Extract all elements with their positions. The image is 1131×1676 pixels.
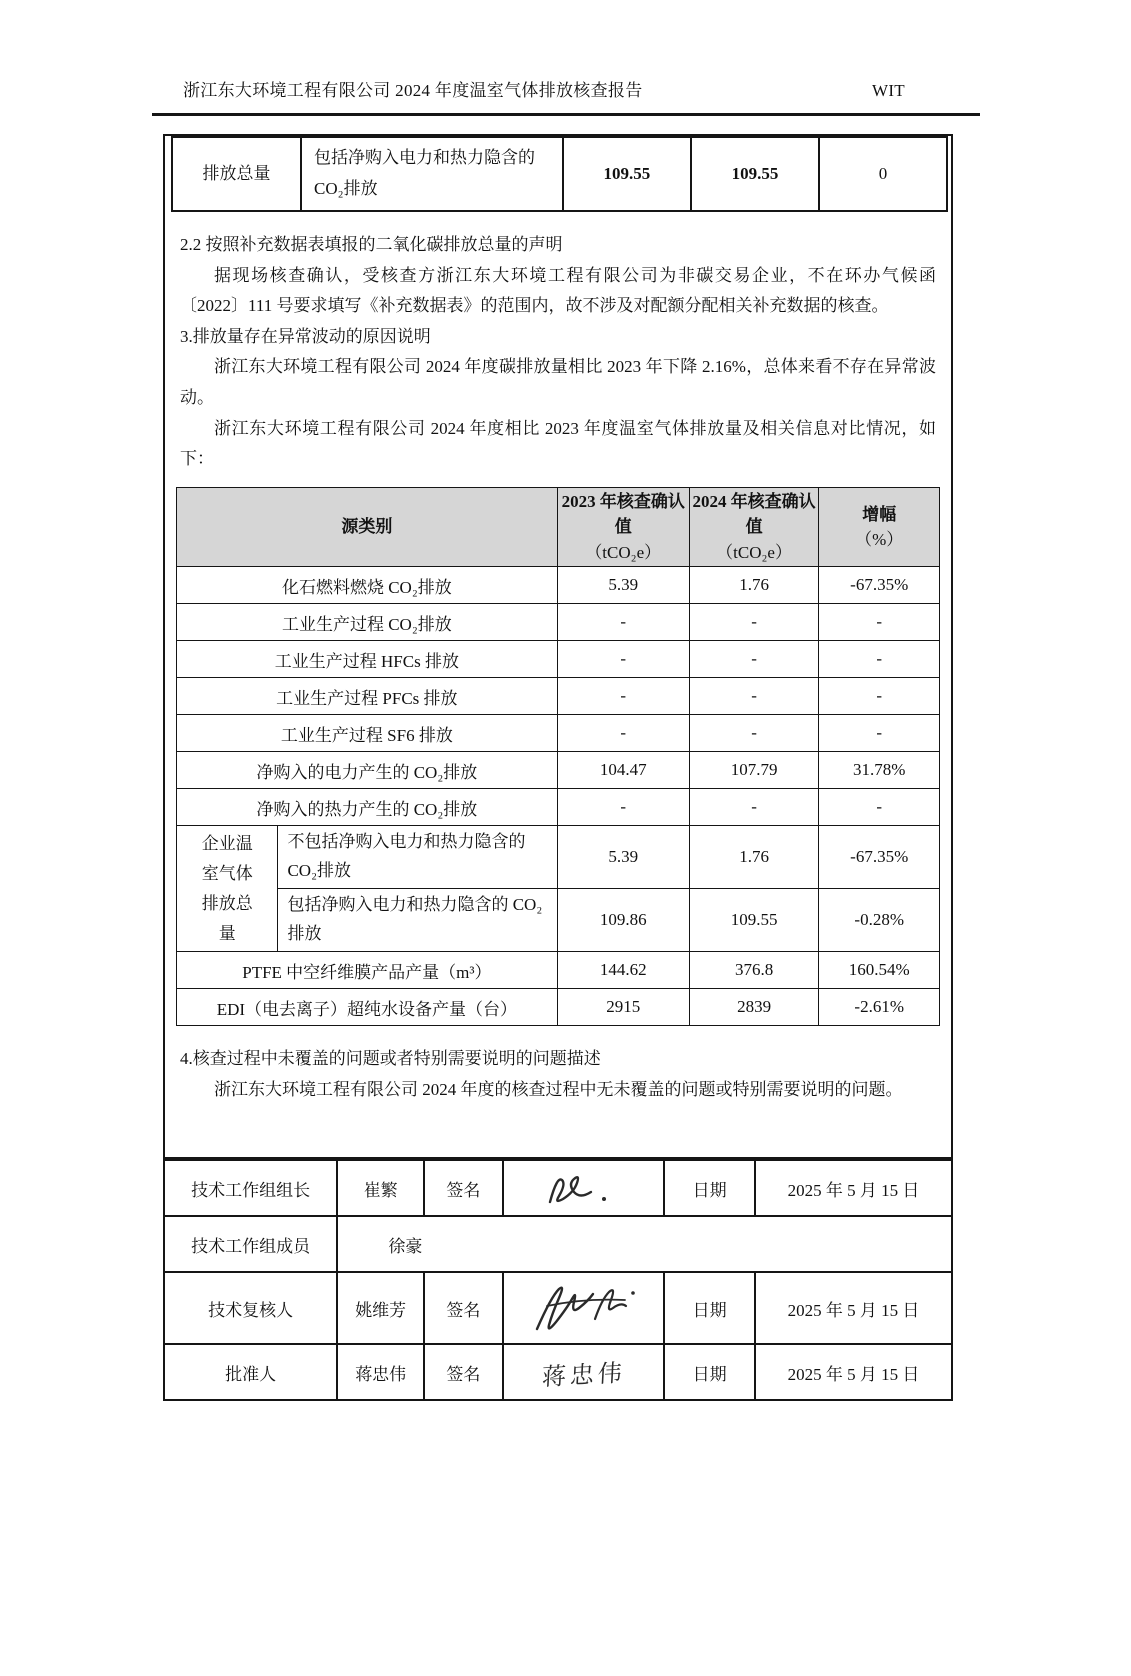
sign-label: 签名 (424, 1159, 503, 1216)
report-body-frame (163, 134, 953, 1157)
value-2024: - (689, 641, 819, 678)
value-2023: 144.62 (557, 952, 689, 989)
page-header (183, 76, 981, 101)
value-change: -67.35% (819, 567, 940, 604)
signature-technical-reviewer (503, 1272, 665, 1344)
table-row (164, 1344, 952, 1400)
column-header-2023 (557, 487, 689, 567)
column-header-unit: （tCO₂e） (716, 542, 792, 562)
value-2023: - (557, 789, 689, 826)
value-2023: 109.55 (563, 137, 691, 211)
role-label: 技术复核人 (164, 1272, 337, 1344)
approver-handwritten-name: 蒋忠伟 (540, 1360, 627, 1392)
header-divider (152, 113, 980, 116)
value-2023: - (557, 678, 689, 715)
signature-team-leader (503, 1159, 665, 1216)
value-change: - (819, 715, 940, 752)
date-value: 2025 年 5 月 15 日 (755, 1159, 952, 1216)
row-label: 排放总量 (172, 137, 301, 211)
table-row (164, 1216, 952, 1272)
value-change: -0.28% (819, 889, 940, 952)
value-2023: - (557, 604, 689, 641)
value-change: - (819, 678, 940, 715)
frame-bottom-spacer (165, 1105, 951, 1157)
group-row-description: 不包括净购入电力和热力隐含的 CO₂排放 (278, 826, 557, 889)
value-2023: 5.39 (557, 826, 689, 889)
section-4-paragraph: 浙江东大环境工程有限公司 2024 年度的核查过程中无未覆盖的问题或特别需要说明的问题。 (214, 1079, 903, 1099)
value-2024: 109.55 (689, 889, 819, 952)
column-header-unit: （%） (855, 530, 904, 549)
table-row (177, 715, 940, 752)
source-label: 工业生产过程 CO₂排放 (177, 604, 558, 641)
value-2023: - (557, 715, 689, 752)
value-2023: 109.86 (557, 889, 689, 952)
column-header-2024 (689, 487, 819, 567)
value-change: - (819, 789, 940, 826)
section-3-paragraph-1: 浙江东大环境工程有限公司 2024 年度碳排放量相比 2023 年下降 2.16%，总体来看不存在异常波动。 (180, 357, 936, 407)
person-name: 蒋忠伟 (337, 1344, 424, 1400)
value-2024: 1.76 (689, 826, 819, 889)
value-change: 31.78% (819, 752, 940, 789)
value-2023: - (557, 641, 689, 678)
signature-table (163, 1157, 953, 1401)
value-2024: - (689, 715, 819, 752)
table-header-row (177, 487, 940, 567)
date-label: 日期 (664, 1344, 755, 1400)
date-value: 2025 年 5 月 15 日 (755, 1344, 952, 1400)
sign-label: 签名 (424, 1272, 503, 1344)
date-value: 2025 年 5 月 15 日 (755, 1272, 952, 1344)
report-title: 浙江东大环境工程有限公司 2024 年度温室气体排放核查报告 (183, 81, 643, 100)
table-row (164, 1159, 952, 1216)
group-row-description: 包括净购入电力和热力隐含的 CO₂排放 (278, 889, 557, 952)
source-label: 工业生产过程 SF6 排放 (177, 715, 558, 752)
table-row (177, 567, 940, 604)
section-3-paragraph-2: 浙江东大环境工程有限公司 2024 年度相比 2023 年度温室气体排放量及相关信息对比情况，如下： (180, 418, 936, 469)
value-2024: 1.76 (689, 567, 819, 604)
person-name: 徐豪 (337, 1216, 952, 1272)
value-2023: 2915 (557, 989, 689, 1026)
table-row (172, 137, 947, 211)
column-header-unit: （tCO₂e） (585, 542, 662, 562)
table-row (177, 678, 940, 715)
table-row (177, 789, 940, 826)
source-label: 工业生产过程 HFCs 排放 (177, 641, 558, 678)
role-label: 技术工作组组长 (164, 1159, 337, 1216)
person-name: 崔繁 (337, 1159, 424, 1216)
table-row (164, 1272, 952, 1344)
table-row (177, 641, 940, 678)
header-mark: WIT (872, 81, 905, 100)
role-label: 技术工作组成员 (164, 1216, 337, 1272)
value-2024: - (689, 604, 819, 641)
value-2024: 376.8 (689, 952, 819, 989)
value-2024: 109.55 (691, 137, 819, 211)
source-label: 净购入的热力产生的 CO₂排放 (177, 789, 558, 826)
table-row (177, 952, 940, 989)
table-row (177, 752, 940, 789)
value-change: -2.61% (819, 989, 940, 1026)
source-label: 净购入的电力产生的 CO₂排放 (177, 752, 558, 789)
table-row (177, 604, 940, 641)
value-2024: 2839 (689, 989, 819, 1026)
section-2-2-heading: 2.2 按照补充数据表填报的二氧化碳排放总量的声明 (180, 235, 563, 254)
row-description: 包括净购入电力和热力隐含的 CO₂排放 (301, 137, 563, 211)
role-label: 批准人 (164, 1344, 337, 1400)
value-change: 160.54% (819, 952, 940, 989)
source-label: EDI（电去离子）超纯水设备产量（台） (177, 989, 558, 1026)
date-label: 日期 (664, 1272, 755, 1344)
section-4-heading: 4.核查过程中未覆盖的问题或者特别需要说明的问题描述 (180, 1049, 601, 1069)
source-label: PTFE 中空纤维膜产品产量（m³） (177, 952, 558, 989)
section-2-2-paragraph: 据现场核查确认，受核查方浙江东大环境工程有限公司为非碳交易企业，不在环办气候函〔2022〕111 号要求填写《补充数据表》的范围内，故不涉及对配额分配相关补充数据的核查。 (180, 265, 936, 316)
table-row (177, 989, 940, 1026)
signature-approver (503, 1344, 665, 1400)
table-row (177, 826, 940, 889)
value-change: -67.35% (819, 826, 940, 889)
value-2024: 107.79 (689, 752, 819, 789)
date-label: 日期 (664, 1159, 755, 1216)
column-header-label: 2023 年核查确认值 (561, 491, 685, 537)
value-2024: - (689, 789, 819, 826)
value-change: - (819, 641, 940, 678)
column-header-label: 源类别 (341, 517, 393, 537)
sign-label: 签名 (424, 1344, 503, 1400)
column-header-label: 增幅 (862, 504, 897, 524)
group-label-total-emissions: 企业温室气体排放总量 (177, 826, 278, 952)
value-change: 0 (819, 137, 947, 211)
column-header-source (177, 487, 558, 567)
source-label: 工业生产过程 PFCs 排放 (177, 678, 558, 715)
value-2023: 104.47 (557, 752, 689, 789)
column-header-change (819, 487, 940, 567)
column-header-label: 2024 年核查确认值 (692, 491, 816, 537)
year-comparison-table (176, 487, 940, 1027)
value-2023: 5.39 (557, 567, 689, 604)
table-row (177, 889, 940, 952)
value-change: - (819, 604, 940, 641)
source-label: 化石燃料燃烧 CO₂排放 (177, 567, 558, 604)
emission-total-carryover-table (171, 136, 948, 212)
value-2024: - (689, 678, 819, 715)
section-3-heading: 3.排放量存在异常波动的原因说明 (180, 326, 431, 346)
person-name: 姚维芳 (337, 1272, 424, 1344)
